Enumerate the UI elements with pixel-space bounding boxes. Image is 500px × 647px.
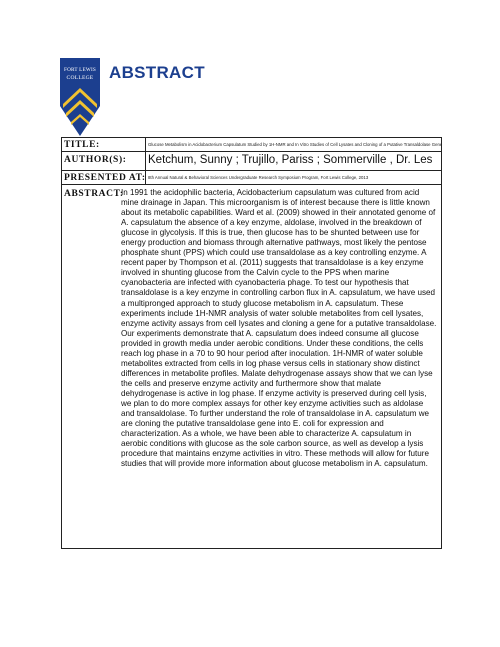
abstract-row	[62, 185, 441, 548]
authors-label: AUTHOR(S):	[64, 155, 127, 165]
authors-row	[62, 152, 441, 171]
presented-divider	[145, 171, 146, 184]
authors-divider	[145, 152, 146, 170]
college-logo	[60, 58, 100, 136]
abstract-label: ABSTRACT:	[64, 189, 124, 199]
abstract-body: In 1991 the acidophilic bacteria, Acidobacterium capsulatum was cultured from acid mine drainage in Japan. This microorganism is of interest because there is little known about its metabolic capabilities. Ward et al. (2009) showed in their annotated genome of A. capsulatum the absence of a key enzyme, aldolase, involved in the breakdown of glucose in glycolysis. If this is true, then glucose has to be shunted between use for energy production and biomass through alternative pathways, most likely the pentose phosphate shunt (PPS) which could use transaldolase as a key controlling enzyme. A recent paper by Thompson et al. (2011) suggests that transaldolase is a key enzyme involved in shunting glucose from the Calvin cycle to the PPS when marine cyanobacteria are infected with cyanobacteria phage. To test our hypothesis that transaldolase is a key enzyme in controlling carbon flux in A. capsulatum, we have used a multipronged approach to study glucose metabolism in A. capsulatum. These experiments include 1H-NMR analysis of water soluble metabolites from cell lysates, enzyme activity assays from cell lysates and cloning a gene for a putative transaldolase. Our experiments demonstrate that A. capsulatum does indeed consume all glucose provided in growth media under aerobic conditions. Under these conditions, the cells reach log phase in a 70 to 90 hour period after inoculation. 1H-NMR of water soluble metabolites extracted from cells in log phase versus cells in stationary show distinct differences in metabolite profiles. Malate dehydrogenase assays show that we can lyse the cells and preserve enzyme activity and furthermore show that malate dehydrogenase is active in log phase. If enzyme activity is preserved during cell lysis, we plan to do more complex assays for other key enzyme activities such as aldolase and transaldolase. To further understand the role of transaldolase in A. capsulatum we are cloning the putative transaldolase gene into E. coli for expression and characterization. As a whole, we have been able to characterize A. capsulatum in aerobic conditions with glucose as the sole carbon source, as well as develop a lysis procedure that maintains enzyme activities in vitro. These methods will allow for future studies that will provide more information about glucose metabolism in A. capsulatum.	[121, 188, 437, 469]
title-divider	[145, 138, 146, 151]
title-label: TITLE:	[64, 140, 100, 150]
presented-value: 8th Annual Natural & Behavioral Sciences Undergraduate Research Symposium Program, Fort Lewis College, 2013	[148, 175, 369, 180]
page-title: ABSTRACT	[109, 63, 205, 82]
abstract-form	[61, 137, 442, 549]
logo-text-line1: FORT LEWIS	[64, 67, 96, 73]
presented-row	[62, 171, 441, 185]
title-value: Glucose Metabolism in Acidobacterium Capsulatum Studied by 1H-NMR and In Vitro Studies of Cell Lysates and Cloning of a Putative Transaldolase Gene	[148, 142, 443, 147]
authors-value: Ketchum, Sunny ; Trujillo, Pariss ; Sommerville , Dr. Les	[148, 154, 433, 166]
title-row	[62, 138, 441, 152]
logo-text-line2: COLLEGE	[66, 75, 94, 81]
presented-label: PRESENTED AT:	[64, 173, 146, 183]
